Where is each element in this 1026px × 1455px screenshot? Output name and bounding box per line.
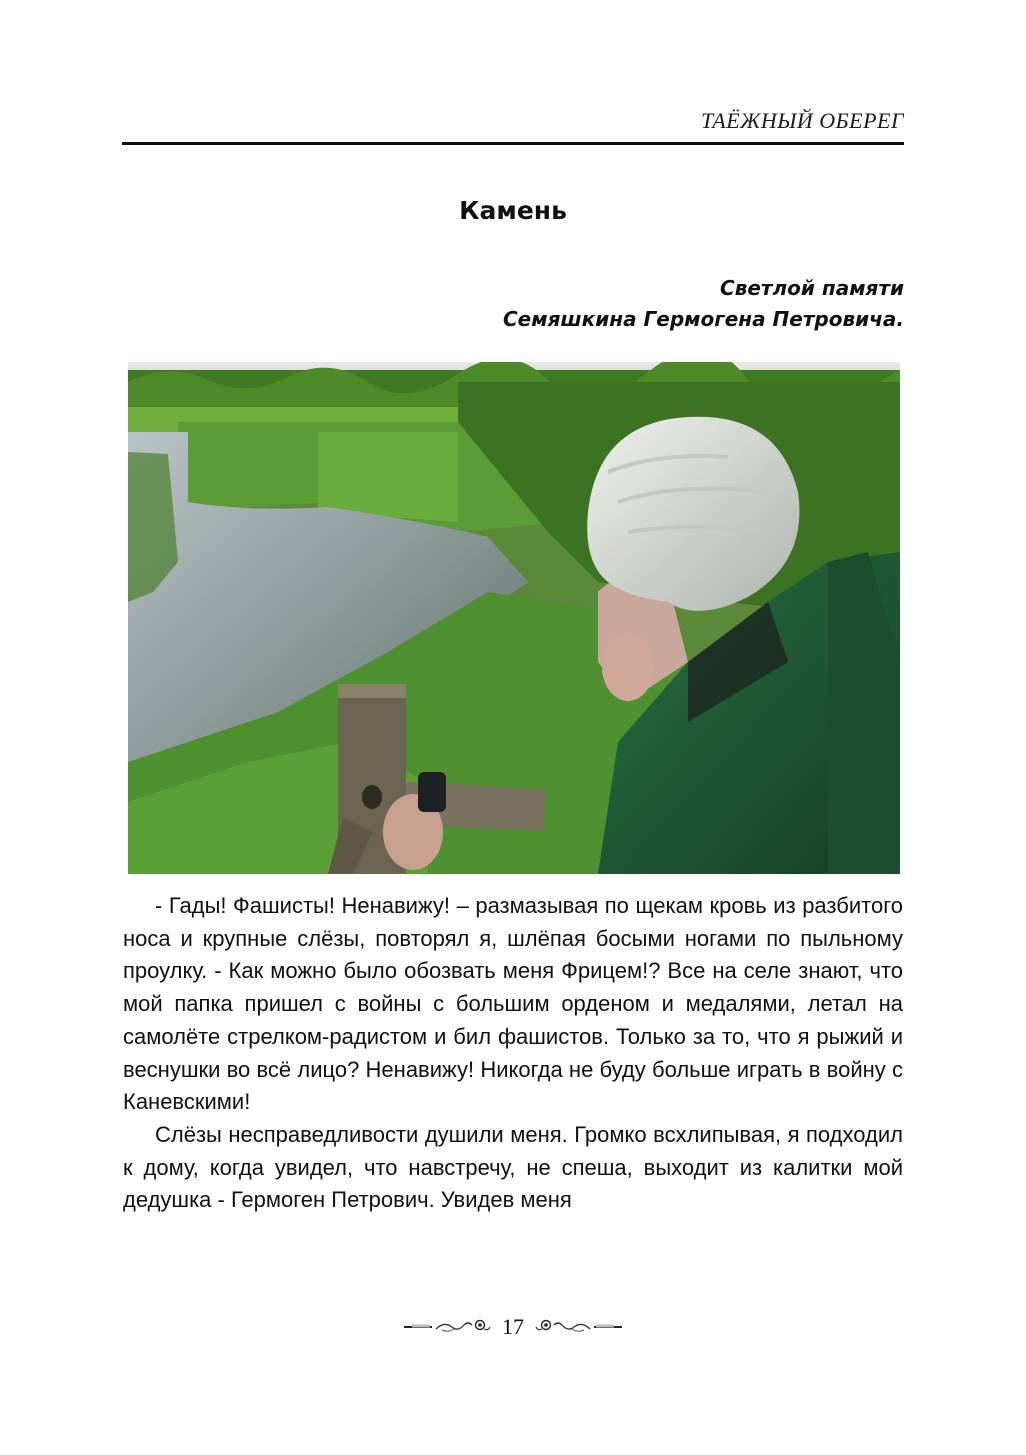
- dedication: [503, 273, 904, 335]
- chapter-photo: [128, 362, 900, 874]
- page-number: 17: [502, 1314, 524, 1339]
- dedication-line-2: Семяшкина Гермогена Петровича.: [503, 307, 904, 331]
- paragraph: - Гады! Фашисты! Ненавижу! – размазывая по щекам кровь из разбитого носа и крупные слёзы, повторял я, шлёпая босыми ногами по пыльному проулку. - Как можно было обозвать меня Фрицем!? Все на селе знают, что мой папка пришел с войны с большим орденом и медалями, летал на самолёте стрелком-радистом и бил фашистов. Только за то, что я рыжий и веснушки во всё лицо? Ненавижу! Никогда не буду больше играть в войну с Каневскими!: [123, 893, 903, 1115]
- running-header-title: ТАЁЖНЫЙ ОБЕРЕГ: [700, 108, 904, 133]
- chapter-title: Камень: [459, 196, 567, 225]
- page-footer: [0, 1310, 1026, 1344]
- paragraph: Слёзы несправедливости душили меня. Громко всхлипывая, я подходил к дому, когда увидел, что навстречу, не спеша, выходит из калитки мой дедушка - Гермоген Петрович. Увидев меня: [123, 1121, 903, 1213]
- header-rule: [122, 142, 904, 145]
- dedication-line-1: Светлой памяти: [720, 276, 904, 300]
- body-text: [123, 890, 903, 1217]
- left-ornament-icon: [402, 1317, 492, 1337]
- right-ornament-icon: [534, 1317, 624, 1337]
